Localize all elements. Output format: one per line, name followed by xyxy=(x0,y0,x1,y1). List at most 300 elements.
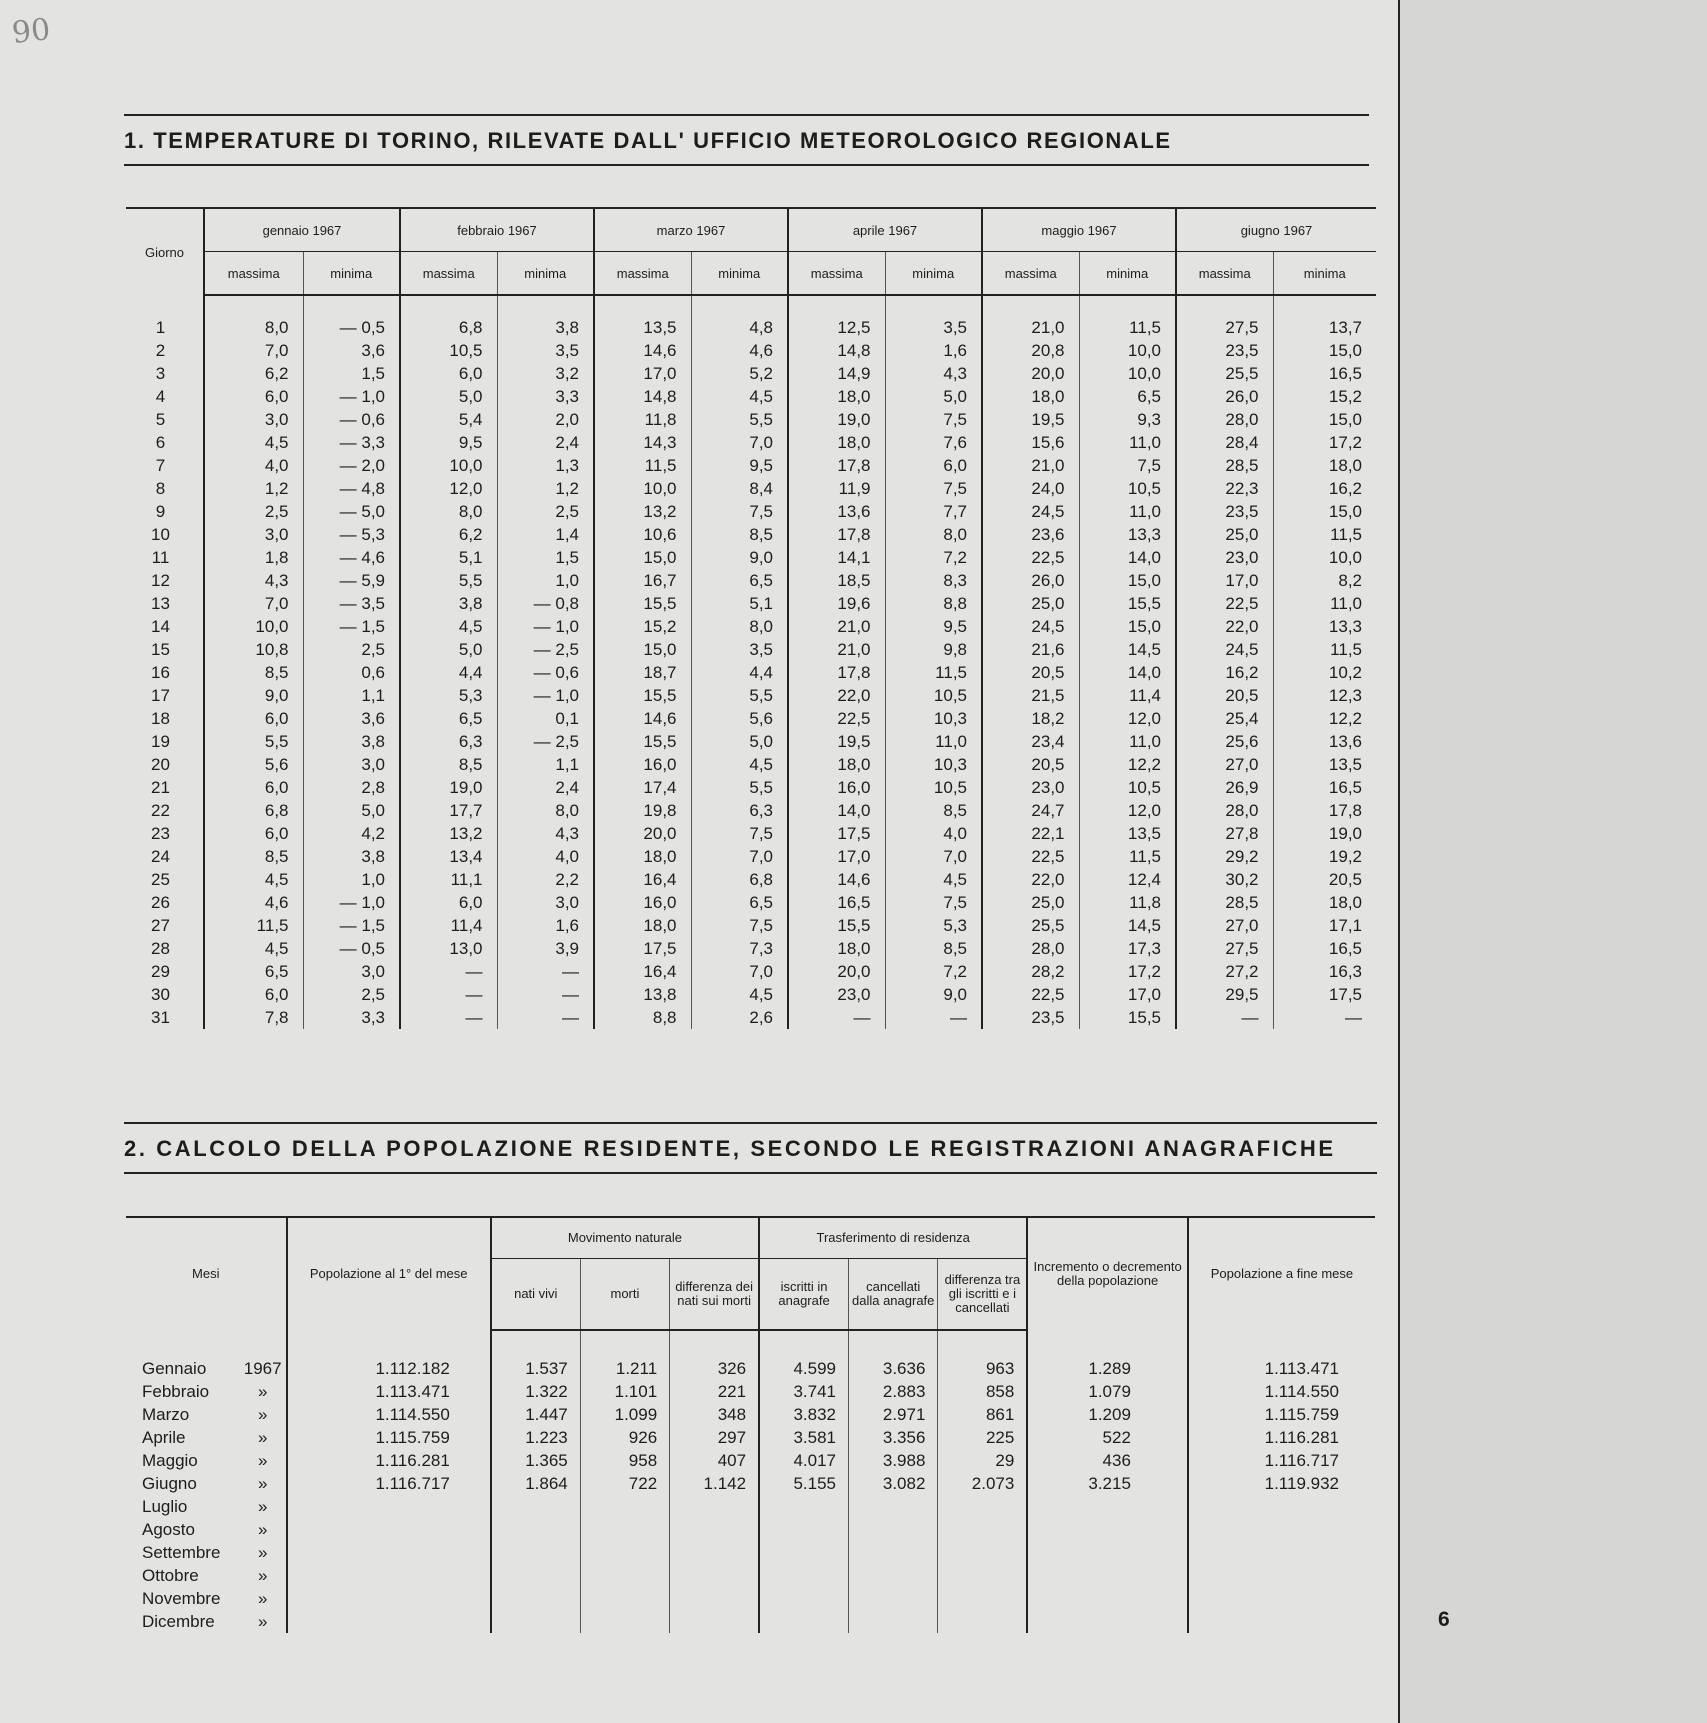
max-temp-cell: 3,0 xyxy=(204,523,303,546)
min-temp-cell: 3,9 xyxy=(497,937,594,960)
min-temp-cell: — 0,8 xyxy=(497,592,594,615)
table-row xyxy=(126,799,1376,822)
page-number: 6 xyxy=(1438,1608,1450,1631)
max-temp-cell: 5,5 xyxy=(204,730,303,753)
month-year-cell: » xyxy=(257,1381,268,1401)
min-temp-cell: 8,5 xyxy=(885,937,982,960)
max-temp-cell: 23,4 xyxy=(982,730,1079,753)
registered-cell: 4.017 xyxy=(759,1449,848,1472)
max-temp-cell: 15,0 xyxy=(594,546,691,569)
max-temp-cell: 28,0 xyxy=(982,937,1079,960)
max-temp-cell: 26,0 xyxy=(1176,385,1273,408)
max-temp-cell: 6,8 xyxy=(204,799,303,822)
pop-start-header: Popolazione al 1° del mese xyxy=(287,1217,491,1330)
min-temp-cell: 2,5 xyxy=(497,500,594,523)
min-temp-cell: 12,2 xyxy=(1079,753,1176,776)
max-temp-cell: 11,5 xyxy=(594,454,691,477)
min-temp-cell: 17,5 xyxy=(1273,983,1376,1006)
month-year-cell: 1967 xyxy=(243,1358,282,1378)
min-temp-cell: 11,5 xyxy=(1079,316,1176,339)
max-temp-cell: 28,4 xyxy=(1176,431,1273,454)
min-temp-cell: 17,3 xyxy=(1079,937,1176,960)
min-temp-cell: 3,6 xyxy=(303,339,400,362)
min-temp-cell: 16,5 xyxy=(1273,937,1376,960)
min-temp-cell: 12,3 xyxy=(1273,684,1376,707)
table-row xyxy=(126,408,1376,431)
table-row xyxy=(126,661,1376,684)
max-temp-cell: 21,0 xyxy=(788,638,885,661)
max-temp-cell: 30,2 xyxy=(1176,868,1273,891)
max-temp-cell: 8,5 xyxy=(204,661,303,684)
day-cell: 29 xyxy=(151,961,170,981)
max-temp-cell: 7,8 xyxy=(204,1006,303,1029)
min-temp-cell: 12,2 xyxy=(1273,707,1376,730)
day-cell: 10 xyxy=(151,524,170,544)
day-cell: 8 xyxy=(155,478,166,498)
max-temp-cell: 4,5 xyxy=(204,937,303,960)
max-temp-cell: 4,5 xyxy=(204,431,303,454)
table-row xyxy=(126,707,1376,730)
min-temp-cell: 10,0 xyxy=(1079,362,1176,385)
cancelled-cell xyxy=(849,1495,938,1518)
max-temp-cell: 25,4 xyxy=(1176,707,1273,730)
max-temp-cell: 25,5 xyxy=(982,914,1079,937)
max-temp-cell: — xyxy=(400,983,497,1006)
table-row xyxy=(126,1426,1375,1449)
max-temp-cell: 5,0 xyxy=(400,385,497,408)
section2-title: 2. CALCOLO DELLA POPOLAZIONE RESIDENTE, SECONDO LE REGISTRAZIONI ANAGRAFICHE xyxy=(124,1122,1377,1174)
min-temp-cell: 2,5 xyxy=(303,983,400,1006)
deaths-cell: 1.211 xyxy=(580,1357,669,1380)
table-row xyxy=(126,1449,1375,1472)
month-name-cell: Gennaio xyxy=(142,1358,207,1378)
table-row xyxy=(126,362,1376,385)
max-temp-cell: 23,5 xyxy=(1176,339,1273,362)
table-row xyxy=(126,753,1376,776)
max-temp-cell: 16,4 xyxy=(594,868,691,891)
max-temp-cell: 19,0 xyxy=(788,408,885,431)
month-name-cell: Agosto xyxy=(142,1519,195,1539)
max-header: massima xyxy=(982,252,1079,296)
max-temp-cell: 12,0 xyxy=(400,477,497,500)
table-row xyxy=(126,983,1376,1006)
table-row xyxy=(126,1564,1375,1587)
pop-start-cell: 1.113.471 xyxy=(287,1380,491,1403)
max-temp-cell: 5,6 xyxy=(204,753,303,776)
max-temp-cell: 10,0 xyxy=(400,454,497,477)
min-temp-cell: 8,5 xyxy=(691,523,788,546)
table-row xyxy=(126,914,1376,937)
max-temp-cell: 27,2 xyxy=(1176,960,1273,983)
pop-start-cell: 1.116.281 xyxy=(287,1449,491,1472)
registered-cell xyxy=(759,1518,848,1541)
pop-end-cell xyxy=(1188,1610,1375,1633)
max-temp-cell: 5,3 xyxy=(400,684,497,707)
deaths-cell: 958 xyxy=(580,1449,669,1472)
day-cell: 2 xyxy=(155,340,166,360)
max-temp-cell: 29,5 xyxy=(1176,983,1273,1006)
min-temp-cell: 15,2 xyxy=(1273,385,1376,408)
max-temp-cell: — xyxy=(788,1006,885,1029)
min-temp-cell: 15,0 xyxy=(1273,408,1376,431)
min-temp-cell: 7,5 xyxy=(691,914,788,937)
month-year-cell: » xyxy=(257,1427,268,1447)
table-row xyxy=(126,822,1376,845)
day-cell: 4 xyxy=(155,386,166,406)
day-header: Giorno xyxy=(126,208,204,295)
transfer-diff-cell: 2.073 xyxy=(938,1472,1027,1495)
registered-cell: 3.741 xyxy=(759,1380,848,1403)
month-header: aprile 1967 xyxy=(788,208,982,252)
pop-end-cell: 1.115.759 xyxy=(1188,1403,1375,1426)
min-temp-cell: 10,5 xyxy=(885,776,982,799)
table-row xyxy=(126,431,1376,454)
max-temp-cell: 28,5 xyxy=(1176,454,1273,477)
min-temp-cell: 2,4 xyxy=(497,431,594,454)
min-temp-cell: 1,6 xyxy=(885,339,982,362)
births-cell xyxy=(491,1518,580,1541)
min-temp-cell: 3,0 xyxy=(303,753,400,776)
min-temp-cell: 10,3 xyxy=(885,753,982,776)
max-temp-cell: 6,2 xyxy=(400,523,497,546)
min-temp-cell: 3,5 xyxy=(691,638,788,661)
min-temp-cell: 3,3 xyxy=(497,385,594,408)
max-temp-cell: 22,0 xyxy=(1176,615,1273,638)
deaths-cell xyxy=(580,1541,669,1564)
max-temp-cell: 14,8 xyxy=(788,339,885,362)
min-temp-cell: — xyxy=(1273,1006,1376,1029)
day-cell: 12 xyxy=(151,570,170,590)
max-temp-cell: 6,0 xyxy=(400,891,497,914)
increment-cell xyxy=(1027,1564,1188,1587)
max-temp-cell: 11,5 xyxy=(204,914,303,937)
min-temp-cell: 15,5 xyxy=(1079,592,1176,615)
max-temp-cell: 18,0 xyxy=(788,753,885,776)
max-temp-cell: 23,6 xyxy=(982,523,1079,546)
max-temp-cell: 6,0 xyxy=(400,362,497,385)
min-temp-cell: — xyxy=(885,1006,982,1029)
month-year-cell: » xyxy=(257,1542,268,1562)
max-temp-cell: 17,5 xyxy=(594,937,691,960)
min-temp-cell: 0,1 xyxy=(497,707,594,730)
max-temp-cell: 9,0 xyxy=(204,684,303,707)
deaths-cell: 926 xyxy=(580,1426,669,1449)
max-temp-cell: 18,2 xyxy=(982,707,1079,730)
max-temp-cell: 25,0 xyxy=(982,592,1079,615)
month-year-cell: » xyxy=(257,1565,268,1585)
pop-start-cell xyxy=(287,1564,491,1587)
month-year-cell: » xyxy=(257,1473,268,1493)
max-temp-cell: 11,9 xyxy=(788,477,885,500)
month-name-cell: Maggio xyxy=(142,1450,198,1470)
min-temp-cell: 10,5 xyxy=(1079,776,1176,799)
max-header: massima xyxy=(400,252,497,296)
max-temp-cell: 8,8 xyxy=(594,1006,691,1029)
cancelled-cell xyxy=(849,1610,938,1633)
max-temp-cell: 28,2 xyxy=(982,960,1079,983)
min-header: minima xyxy=(303,252,400,296)
min-temp-cell: 4,6 xyxy=(691,339,788,362)
deaths-header: morti xyxy=(580,1259,669,1331)
registered-cell: 3.581 xyxy=(759,1426,848,1449)
deaths-cell: 1.099 xyxy=(580,1403,669,1426)
min-temp-cell: — 2,5 xyxy=(497,730,594,753)
pop-start-cell xyxy=(287,1587,491,1610)
month-name-cell: Dicembre xyxy=(142,1611,215,1631)
max-temp-cell: 19,6 xyxy=(788,592,885,615)
table-row xyxy=(126,1541,1375,1564)
day-cell: 6 xyxy=(155,432,166,452)
min-temp-cell: — 1,5 xyxy=(303,615,400,638)
min-temp-cell: 12,0 xyxy=(1079,799,1176,822)
max-temp-cell: 18,7 xyxy=(594,661,691,684)
min-temp-cell: 6,0 xyxy=(885,454,982,477)
births-cell xyxy=(491,1541,580,1564)
max-temp-cell: 5,5 xyxy=(400,569,497,592)
table-row xyxy=(126,868,1376,891)
min-temp-cell: 16,5 xyxy=(1273,776,1376,799)
registered-cell: 4.599 xyxy=(759,1357,848,1380)
pop-end-cell xyxy=(1188,1541,1375,1564)
max-temp-cell: 25,0 xyxy=(1176,523,1273,546)
table-row xyxy=(126,1006,1376,1029)
table-row xyxy=(126,1380,1375,1403)
deaths-cell: 1.101 xyxy=(580,1380,669,1403)
min-temp-cell: 10,5 xyxy=(885,684,982,707)
min-temp-cell: 7,5 xyxy=(1079,454,1176,477)
day-cell: 13 xyxy=(151,593,170,613)
min-temp-cell: 2,4 xyxy=(497,776,594,799)
max-header: massima xyxy=(1176,252,1273,296)
min-temp-cell: 10,2 xyxy=(1273,661,1376,684)
max-temp-cell: 11,1 xyxy=(400,868,497,891)
table-row xyxy=(126,1403,1375,1426)
min-temp-cell: 15,5 xyxy=(1079,1006,1176,1029)
pop-end-cell xyxy=(1188,1564,1375,1587)
table-row xyxy=(126,730,1376,753)
table-row xyxy=(126,638,1376,661)
min-temp-cell: — 5,0 xyxy=(303,500,400,523)
min-temp-cell: 6,5 xyxy=(691,569,788,592)
min-temp-cell: — 4,6 xyxy=(303,546,400,569)
natural-diff-cell xyxy=(670,1610,759,1633)
max-temp-cell: 16,0 xyxy=(594,753,691,776)
min-temp-cell: — 1,0 xyxy=(497,684,594,707)
max-temp-cell: 14,6 xyxy=(788,868,885,891)
pop-end-cell: 1.113.471 xyxy=(1188,1357,1375,1380)
max-temp-cell: 15,5 xyxy=(594,684,691,707)
cancelled-cell: 2.971 xyxy=(849,1403,938,1426)
min-temp-cell: 2,8 xyxy=(303,776,400,799)
max-temp-cell: 15,2 xyxy=(594,615,691,638)
day-cell: 15 xyxy=(151,639,170,659)
max-temp-cell: 4,5 xyxy=(204,868,303,891)
max-temp-cell: 4,3 xyxy=(204,569,303,592)
min-temp-cell: 5,2 xyxy=(691,362,788,385)
pop-end-cell: 1.119.932 xyxy=(1188,1472,1375,1495)
min-temp-cell: 4,5 xyxy=(691,385,788,408)
max-temp-cell: 20,0 xyxy=(594,822,691,845)
max-temp-cell: 22,5 xyxy=(788,707,885,730)
transfer-diff-cell xyxy=(938,1564,1027,1587)
max-temp-cell: 18,0 xyxy=(594,845,691,868)
max-temp-cell: 18,0 xyxy=(788,385,885,408)
max-temp-cell: 20,0 xyxy=(788,960,885,983)
table-row xyxy=(126,569,1376,592)
pop-start-cell: 1.115.759 xyxy=(287,1426,491,1449)
min-temp-cell: 4,5 xyxy=(691,983,788,1006)
max-temp-cell: 14,0 xyxy=(788,799,885,822)
max-temp-cell: 5,1 xyxy=(400,546,497,569)
min-temp-cell: 4,5 xyxy=(885,868,982,891)
min-temp-cell: 14,0 xyxy=(1079,546,1176,569)
increment-cell: 436 xyxy=(1027,1449,1188,1472)
table-row xyxy=(126,454,1376,477)
min-temp-cell: — 0,6 xyxy=(303,408,400,431)
increment-cell xyxy=(1027,1587,1188,1610)
min-temp-cell: 17,1 xyxy=(1273,914,1376,937)
min-temp-cell: 1,3 xyxy=(497,454,594,477)
max-temp-cell: 23,5 xyxy=(982,1006,1079,1029)
min-temp-cell: 3,2 xyxy=(497,362,594,385)
month-name-cell: Ottobre xyxy=(142,1565,199,1585)
min-temp-cell: 4,3 xyxy=(885,362,982,385)
min-temp-cell: — 0,5 xyxy=(303,937,400,960)
max-temp-cell: 19,0 xyxy=(400,776,497,799)
min-header: minima xyxy=(497,252,594,296)
max-temp-cell: 6,0 xyxy=(204,983,303,1006)
min-temp-cell: 20,5 xyxy=(1273,868,1376,891)
natural-diff-cell xyxy=(670,1518,759,1541)
min-temp-cell: 2,2 xyxy=(497,868,594,891)
day-cell: 30 xyxy=(151,984,170,1004)
pop-start-cell xyxy=(287,1541,491,1564)
transfer-diff-cell: 963 xyxy=(938,1357,1027,1380)
max-temp-cell: 26,9 xyxy=(1176,776,1273,799)
min-temp-cell: 11,5 xyxy=(1273,523,1376,546)
max-temp-cell: 15,5 xyxy=(594,592,691,615)
month-name-cell: Settembre xyxy=(142,1542,221,1562)
max-temp-cell: 19,5 xyxy=(788,730,885,753)
max-temp-cell: 13,0 xyxy=(400,937,497,960)
increment-cell: 1.079 xyxy=(1027,1380,1188,1403)
max-temp-cell: 18,0 xyxy=(982,385,1079,408)
max-temp-cell: 14,6 xyxy=(594,707,691,730)
table-row xyxy=(126,385,1376,408)
max-temp-cell: 18,5 xyxy=(788,569,885,592)
month-header: maggio 1967 xyxy=(982,208,1176,252)
deaths-cell: 722 xyxy=(580,1472,669,1495)
max-temp-cell: 6,0 xyxy=(204,707,303,730)
max-temp-cell: 18,0 xyxy=(788,937,885,960)
max-temp-cell: 6,0 xyxy=(204,776,303,799)
day-cell: 20 xyxy=(151,754,170,774)
day-cell: 22 xyxy=(151,800,170,820)
min-temp-cell: 1,0 xyxy=(303,868,400,891)
month-year-cell: » xyxy=(257,1404,268,1424)
max-temp-cell: 25,0 xyxy=(982,891,1079,914)
min-temp-cell: 6,5 xyxy=(691,891,788,914)
max-temp-cell: 17,8 xyxy=(788,661,885,684)
max-temp-cell: 22,1 xyxy=(982,822,1079,845)
max-temp-cell: 13,8 xyxy=(594,983,691,1006)
min-temp-cell: 9,0 xyxy=(885,983,982,1006)
day-cell: 31 xyxy=(151,1007,170,1027)
deaths-cell xyxy=(580,1495,669,1518)
month-name-cell: Marzo xyxy=(142,1404,190,1424)
max-temp-cell: 16,2 xyxy=(1176,661,1273,684)
table-row xyxy=(126,1495,1375,1518)
max-temp-cell: 10,0 xyxy=(594,477,691,500)
day-cell: 17 xyxy=(151,685,170,705)
min-temp-cell: 5,5 xyxy=(691,684,788,707)
increment-cell xyxy=(1027,1495,1188,1518)
min-temp-cell: 7,3 xyxy=(691,937,788,960)
min-temp-cell: 13,3 xyxy=(1079,523,1176,546)
natural-diff-header: differenza dei nati sui morti xyxy=(670,1259,759,1331)
min-temp-cell: 1,6 xyxy=(497,914,594,937)
natural-diff-cell xyxy=(670,1495,759,1518)
min-temp-cell: 6,8 xyxy=(691,868,788,891)
registered-header: iscritti in anagrafe xyxy=(759,1259,848,1331)
increment-cell: 1.289 xyxy=(1027,1357,1188,1380)
max-temp-cell: 20,5 xyxy=(1176,684,1273,707)
min-temp-cell: 2,6 xyxy=(691,1006,788,1029)
min-temp-cell: 9,0 xyxy=(691,546,788,569)
min-temp-cell: 1,5 xyxy=(497,546,594,569)
registered-cell xyxy=(759,1541,848,1564)
min-temp-cell: 13,3 xyxy=(1273,615,1376,638)
max-temp-cell: 15,6 xyxy=(982,431,1079,454)
registered-cell xyxy=(759,1587,848,1610)
min-temp-cell: 9,3 xyxy=(1079,408,1176,431)
day-cell: 28 xyxy=(151,938,170,958)
min-header: minima xyxy=(691,252,788,296)
min-temp-cell: 6,5 xyxy=(1079,385,1176,408)
natural-diff-cell xyxy=(670,1587,759,1610)
min-temp-cell: 8,4 xyxy=(691,477,788,500)
min-temp-cell: 7,5 xyxy=(885,891,982,914)
max-temp-cell: 13,6 xyxy=(788,500,885,523)
births-cell: 1.223 xyxy=(491,1426,580,1449)
increment-cell: 522 xyxy=(1027,1426,1188,1449)
max-temp-cell: 8,5 xyxy=(204,845,303,868)
table-row xyxy=(126,960,1376,983)
min-temp-cell: 5,3 xyxy=(885,914,982,937)
table-row xyxy=(126,523,1376,546)
max-temp-cell: 22,0 xyxy=(982,868,1079,891)
table-row xyxy=(126,546,1376,569)
min-temp-cell: 13,7 xyxy=(1273,316,1376,339)
max-temp-cell: 15,5 xyxy=(594,730,691,753)
min-temp-cell: 0,6 xyxy=(303,661,400,684)
min-temp-cell: 15,0 xyxy=(1273,500,1376,523)
max-temp-cell: 21,0 xyxy=(982,454,1079,477)
natural-diff-cell xyxy=(670,1541,759,1564)
min-temp-cell: 7,5 xyxy=(885,408,982,431)
min-temp-cell: 12,4 xyxy=(1079,868,1176,891)
population-table xyxy=(126,1216,1375,1633)
max-temp-cell: 15,0 xyxy=(594,638,691,661)
table-row xyxy=(126,477,1376,500)
table-row xyxy=(126,1357,1375,1380)
max-temp-cell: 13,5 xyxy=(594,316,691,339)
max-temp-cell: 24,5 xyxy=(982,615,1079,638)
max-temp-cell: 9,5 xyxy=(400,431,497,454)
max-temp-cell: 6,5 xyxy=(204,960,303,983)
min-temp-cell: 11,0 xyxy=(1079,431,1176,454)
day-cell: 14 xyxy=(151,616,170,636)
